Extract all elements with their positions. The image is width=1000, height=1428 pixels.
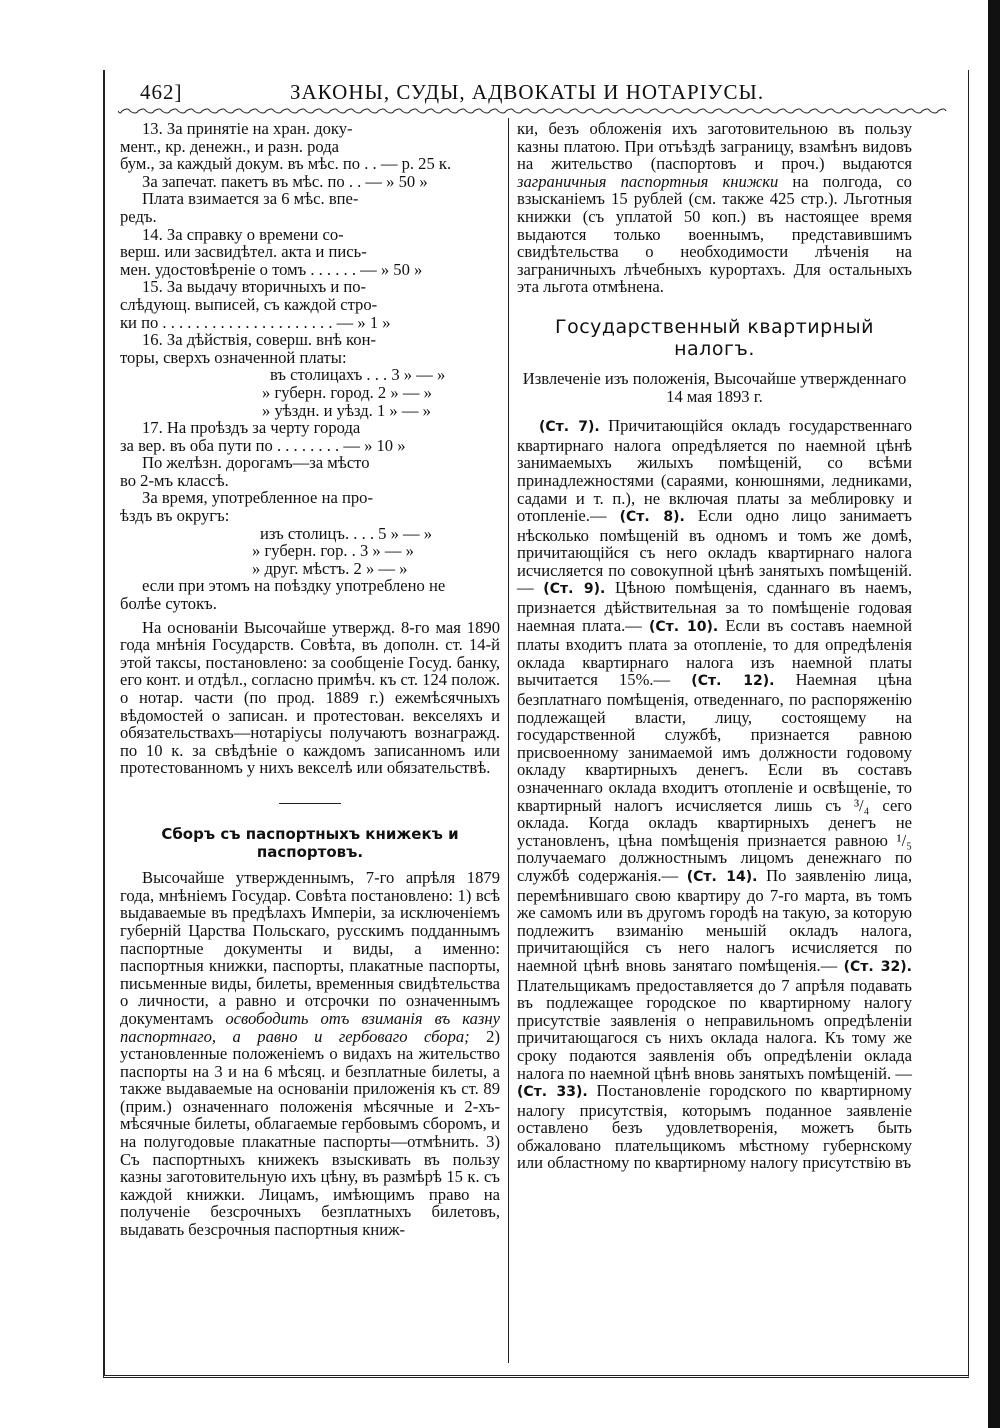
article-text: Постановленіе городского по квартирному налогу присутствія, которымъ поданное заявленіе оставлено безъ удовлетворенія, можетъ быть обжаловано плательщикомъ мѣстному губернскому или областному по квартирному налогу присутствію въ: [517, 1081, 912, 1173]
right-column: [517, 120, 912, 1172]
housing-tax-body: [517, 417, 912, 1172]
decree-paragraph: На основаніи Высочайше утвержд. 8-го мая 1890 года мнѣнія Государств. Совѣта, въ дополн. ст. 14-й этой таксы, постановлено: за сообщеніе Госуд. банку, его конт. и отдѣл., согласно примѣч. къ ст. 124 полож. о нотар. части (по прод. 1889 г.) ежемѣсячныхъ вѣдомостей о записан. и протестован. векселяхъ и обязательствахъ—нотаріусы получаютъ вознагражд. по 10 к. за свѣдѣніе о каждомъ записанномъ или протестованномъ у нихъ векселѣ или обязательствѣ.: [120, 617, 500, 778]
section-subheading: Извлеченіе изъ положенія, Высочайше утвержденнаго 14 мая 1893 г.: [522, 368, 907, 406]
text-run: на полгода, со взысканіемъ 15 рублей (см. также 425 стр.). Льготныя книжки (съ уплатой 50 коп.) въ настоящее время выдаются только военнымъ, представившимъ свидѣтельства о необходимости лѣченія на заграничныхъ лѣчебныхъ курортахъ. Для остальныхъ эта льгота отмѣнена.: [517, 171, 912, 297]
article-text: Причитающійся окладъ государственнаго квартирнаго налога опредѣляется по наемной цѣнѣ занимаемыхъ жилыхъ помѣщеній, со всѣми принадлежностями (сараями, конюшнями, ледниками, садами и т. п.), не включая платы за меблировку и отопленіе.—: [517, 416, 913, 526]
tariff-line: 14. За справку о времени со-: [142, 224, 344, 244]
tariff-line: редъ.: [120, 206, 157, 226]
tariff-line: » губерн. город. 2 » — »: [262, 382, 432, 402]
article-text: Цѣною помѣщенія, сданнаго въ наемъ, признается дѣйствительная за то помѣщеніе годовая наемная плата.—: [517, 578, 912, 635]
column-divider: [508, 118, 509, 1363]
tariff-line: 17. На проѣздъ за черту города: [142, 418, 361, 438]
page-number: 462]: [140, 80, 183, 104]
article-ref: (Ст. 12).: [691, 673, 775, 690]
tariff-line: верш. или засвидѣтел. акта и пись-: [120, 242, 367, 262]
tariff-line: За время, употребленное на про-: [142, 488, 373, 508]
article-ref: (Ст. 33).: [517, 1084, 588, 1101]
tariff-line: въ столицахъ . . . 3 » — »: [270, 365, 446, 385]
article-ref: (Ст. 10).: [649, 618, 719, 635]
tariff-line: мент., кр. денежн., и разн. рода: [120, 136, 340, 156]
section-heading-passport: Сборъ съ паспортныхъ книжекъ и паспортовъ.: [161, 824, 459, 861]
tariff-line: » уѣздн. и уѣзд. 1 » — »: [262, 400, 431, 420]
left-column: [120, 120, 500, 1239]
tariff-line: 16. За дѣйствія, соверш. внѣ кон-: [142, 330, 376, 350]
tariff-line: » губерн. гор. . 3 » — »: [252, 541, 414, 561]
tariff-list: [120, 120, 500, 613]
passport-paragraph: [120, 869, 500, 1238]
article-ref: (Ст. 32).: [843, 958, 912, 975]
tariff-line: за вер. въ оба пути по . . . . . . . . — » 10 »: [120, 435, 406, 455]
italic-text-run: заграничныя паспортныя книжки: [517, 171, 779, 191]
wavy-rule: [118, 106, 948, 116]
section-heading-housing-tax: Государственный квартирный налогъ.: [554, 315, 874, 360]
article-ref: (Ст. 7).: [539, 419, 600, 436]
tariff-line: » друг. мѣстъ. 2 » — »: [252, 558, 408, 578]
tariff-line: 13. За принятіе на хран. доку-: [142, 119, 353, 138]
tariff-line: мен. удостовѣреніе о томъ . . . . . . — » 50 »: [120, 259, 423, 279]
tariff-line: По желѣзн. дорогамъ—за мѣсто: [142, 453, 370, 473]
text-run: ки, безъ обложенія ихъ заготовительною въ пользу казны платою. При отъѣздѣ заграницу, взамѣнъ видовъ на жительство (паспортовъ и проч.) выдаются: [517, 119, 912, 174]
tariff-line: слѣдующ. выписей, съ каждой стро-: [120, 294, 378, 314]
tariff-line: болѣе сутокъ.: [120, 594, 217, 614]
tariff-line: 15. За выдачу вторичныхъ и по-: [142, 277, 367, 297]
tariff-line: изъ столицъ. . . . 5 » — »: [260, 523, 433, 543]
article-ref: (Ст. 14).: [686, 868, 758, 885]
tariff-line: ѣздъ въ округъ:: [120, 506, 230, 526]
article-text: Если одно лицо занимаетъ нѣсколько помѣщеній въ одномъ и томъ же домѣ, причитающійся съ него окладъ квартирнаго налога исчисляется по совокупной цѣнѣ занятыхъ помѣщеній.—: [517, 506, 913, 598]
article-text: По заявленію лица, перемѣнившаго свою квартиру до 7-го марта, въ томъ же самомъ или въ другомъ городѣ на такую, за которую подлежитъ взиманію меньшій окладъ налога, причитающійся съ него налогъ исчисляется по наемной цѣнѣ вновь занятаго помѣщенія.—: [517, 865, 912, 975]
tariff-line: За запечат. пакетъ въ мѣс. по . . — » 50 »: [142, 171, 428, 191]
scan-edge-bar: [988, 0, 1000, 1428]
tariff-line: во 2-мъ классѣ.: [120, 470, 229, 490]
article-text: Если въ составъ наемной платы входитъ плата за отопленіе, то для опредѣленія оклада квартирнаго налога изъ наемной платы вычитается 15%.—: [517, 615, 912, 690]
article-text: Наемная цѣна безплатнаго помѣщенія, отведеннаго, по распоряженію подлежащей власти, лицу, состоящему на государственной службѣ, признается равною присвоенному занимаемой имъ должности годовому окладу квартирныхъ денегъ. Если въ составъ означеннаго оклада входитъ отопленіе и освѣщеніе, то квартирный налогъ исчисляется лишь съ ³/₄ сего оклада. Когда окладъ квартирныхъ денегъ не установленъ, цѣна помѣщенія признается равною ¹/₅ получаемаго должностнымъ лицомъ денежнаго по службѣ содержанія.—: [517, 670, 912, 885]
article-ref: (Ст. 8).: [619, 509, 685, 526]
article-text: Плательщикамъ предоставляется до 7 апрѣля подавать въ подлежащее городское по квартирному налогу присутствіе заявленія о неправильномъ опредѣленіи причитающагося съ нихъ оклада налога. Къ тому же сроку подаются заявленія объ опредѣленіи оклада налога по наемной цѣнѣ вновь занятыхъ помѣщеній. —: [517, 975, 912, 1083]
tariff-line: бум., за каждый докум. въ мѣс. по . . — р. 25 к.: [120, 154, 452, 174]
text-run: Высочайше утвержденнымъ, 7-го апрѣля 1879 года, мнѣніемъ Государ. Совѣта постановлено: 1) всѣ выдаваемые въ предѣлахъ Имперіи, за исключеніемъ губерній Царства Польскаго, русскимъ подданнымъ паспортные документы и виды, а именно: паспортныя книжки, паспорты, плакатные паспорты, письменные виды, билеты, временныя свидѣтельства о личности, а равно и отсрочки по означеннымъ документамъ: [120, 868, 500, 1028]
tariff-line: Плата взимается за 6 мѣс. впе-: [142, 189, 359, 209]
italic-text-run: освободить отъ взиманія въ казну паспортнаго, а равно и гербоваго сбора;: [120, 1008, 500, 1046]
section-separator: [279, 803, 341, 804]
continued-paragraph: [517, 120, 912, 296]
tariff-line: торы, сверхъ означенной платы:: [120, 347, 347, 367]
running-title: ЗАКОНЫ, СУДЫ, АДВОКАТЫ И НОТАРІУСЫ.: [290, 80, 765, 104]
article-ref: (Ст. 9).: [543, 581, 606, 598]
tariff-line: если при этомъ на поѣздку употреблено не: [142, 576, 446, 596]
text-run: 2) установленные положеніемъ о видахъ на жительство паспорты на 3 и на 6 мѣсяц. и безплатные билеты, а также выдаваемые на основаніи приложенія къ ст. 89 (прим.) означеннаго положенія мѣсячные и 2-хъ-мѣсячные билеты, облагаемые гербовымъ сборомъ, и на полугодовые плакатные паспорты—отмѣнить. 3) Съ паспортныхъ книжекъ взыскивать въ пользу казны заготовительную ихъ цѣну, въ размѣрѣ 15 к. съ каждой книжки. Лицамъ, имѣющимъ право на полученіе безсрочныхъ безплатныхъ билетовъ, выдавать безсрочныя паспортныя книж-: [120, 1026, 500, 1240]
tariff-line: ки по . . . . . . . . . . . . . . . . . . . . . — » 1 »: [120, 312, 391, 332]
